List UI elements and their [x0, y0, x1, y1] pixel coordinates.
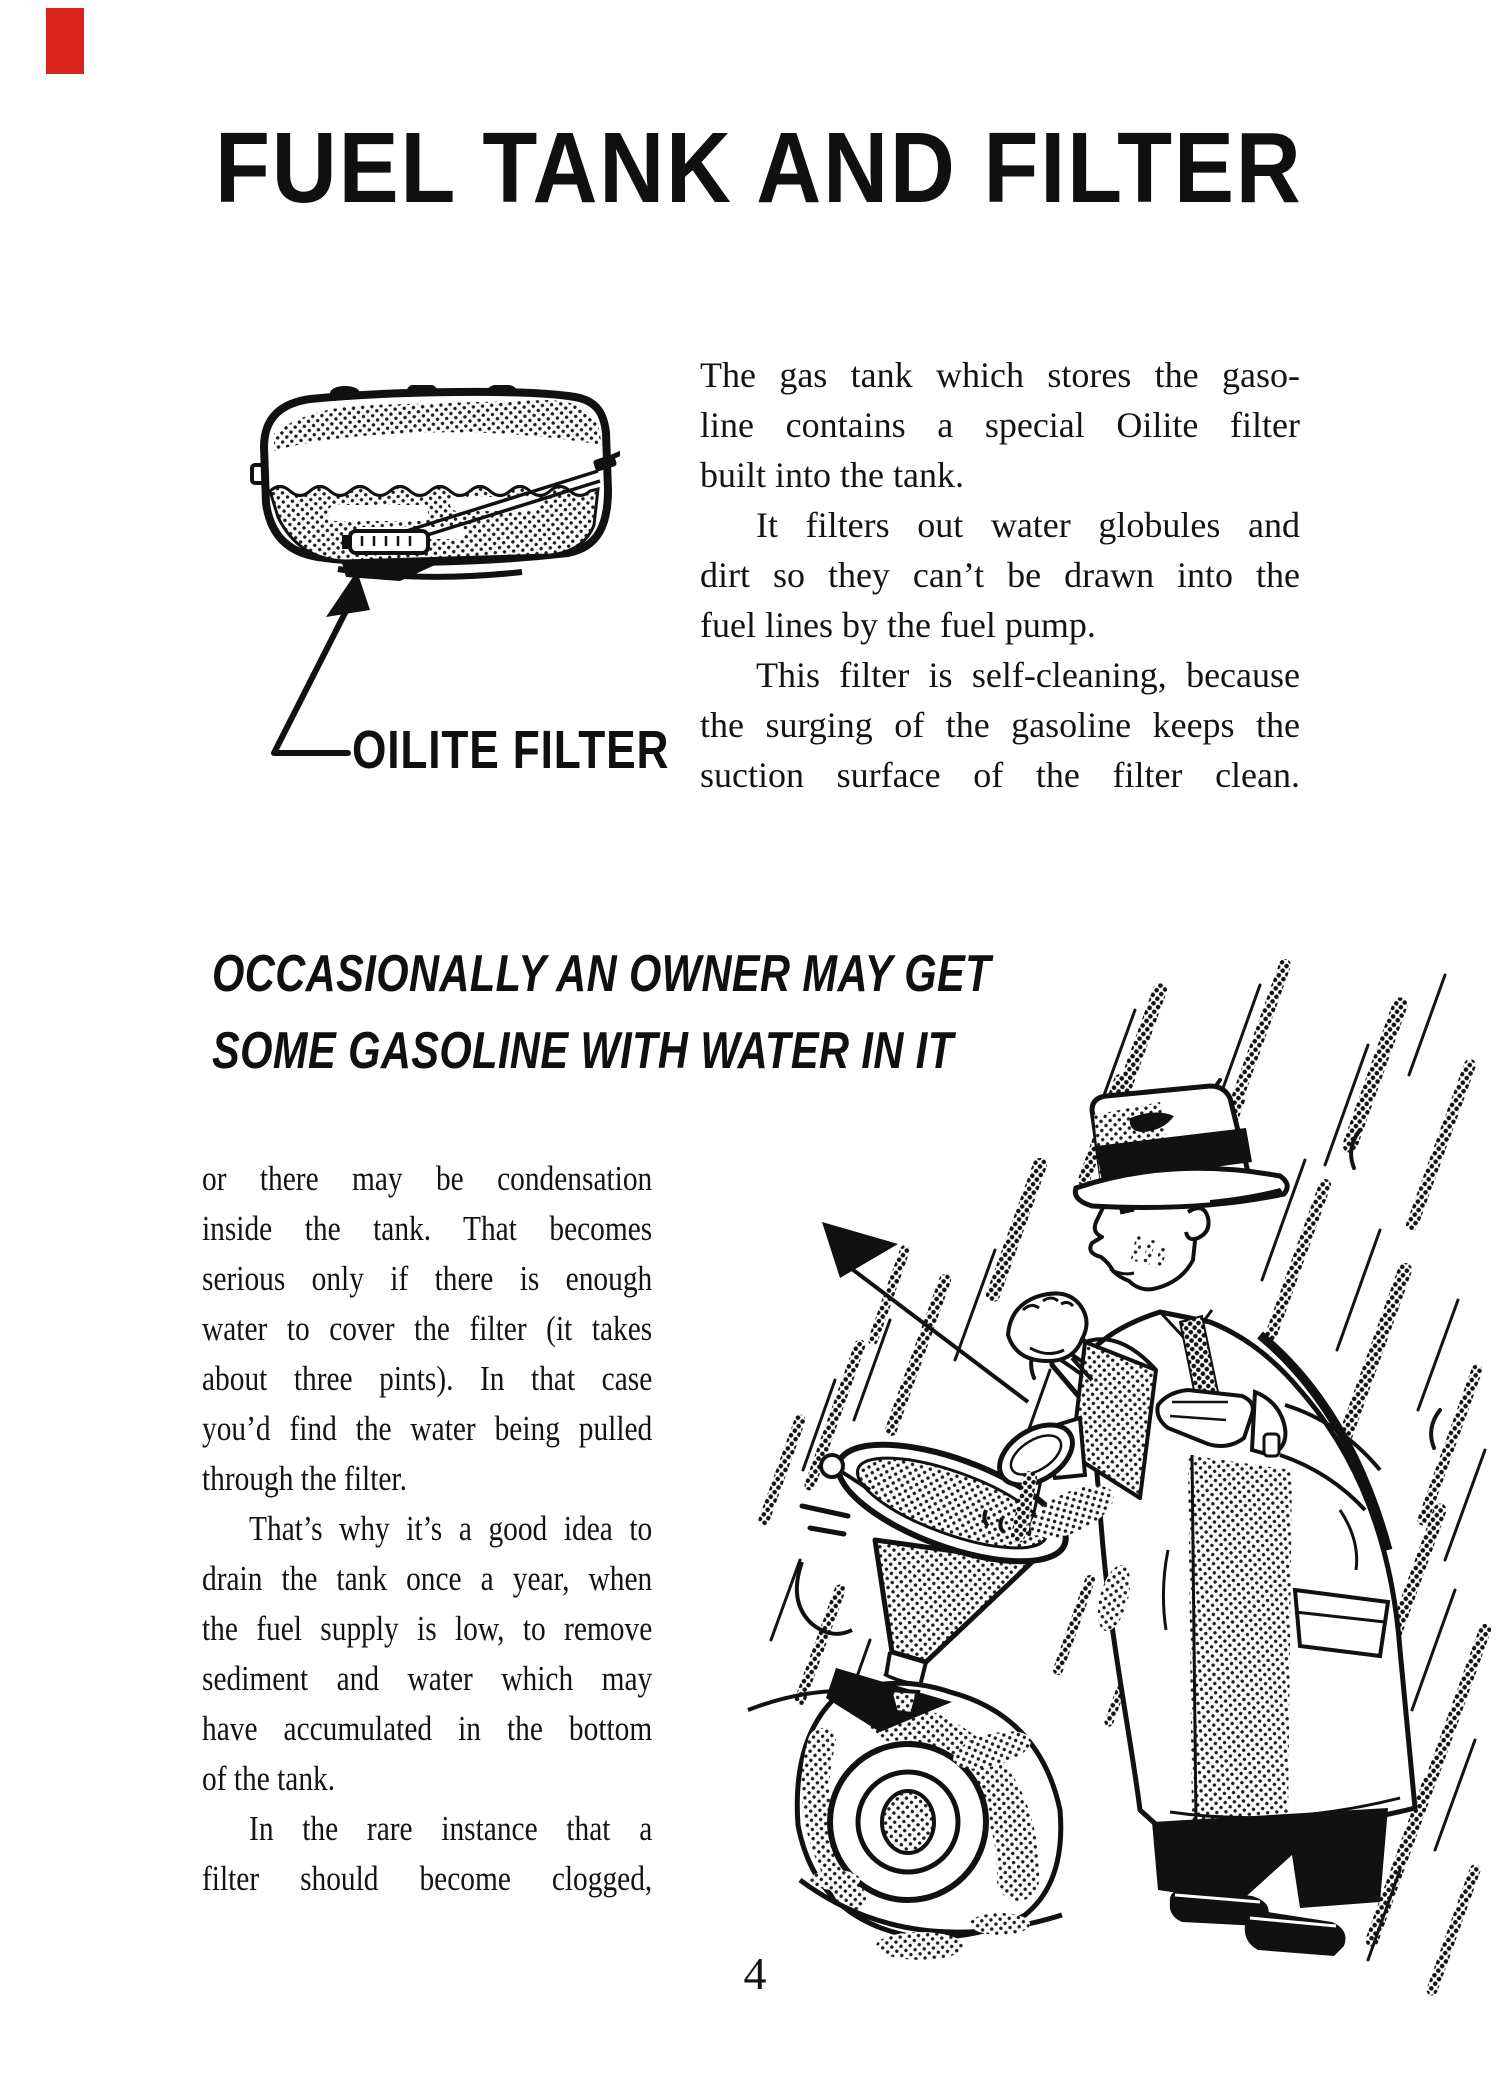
- text-line: built into the tank.: [700, 455, 964, 495]
- gas-tank-icon: [252, 385, 620, 581]
- text-line: dirt so they can’t be drawn into the: [700, 555, 1300, 595]
- diagram-label: OILITE FILTER: [352, 720, 670, 780]
- page-title: FUEL TANK AND FILTER: [215, 112, 1303, 224]
- fist: [1008, 1293, 1092, 1380]
- paragraph: [700, 650, 1300, 800]
- paragraph: [202, 1804, 652, 1904]
- rain-refueling-illustration: [740, 950, 1500, 2010]
- subheading-line: OCCASIONALLY AN OWNER MAY GET: [212, 945, 991, 1003]
- text-line: That’s why it’s a good idea to: [249, 1509, 653, 1548]
- text-line: It filters out water globules and: [756, 505, 1300, 545]
- text-line: water to cover the filter (it takes: [202, 1309, 653, 1348]
- intro-column: [700, 350, 1300, 800]
- text-line: of the tank.: [202, 1759, 336, 1798]
- text-line: have accumulated in the bottom: [202, 1709, 653, 1748]
- paragraph: [700, 350, 1300, 500]
- text-line: through the filter.: [202, 1459, 407, 1498]
- coat-pocket: [1295, 1590, 1388, 1656]
- text-line: sediment and water which may: [202, 1659, 653, 1698]
- text-line: drain the tank once a year, when: [202, 1559, 653, 1598]
- text-line: about three pints). In that case: [202, 1359, 653, 1398]
- text-line: the fuel supply is low, to remove: [202, 1609, 653, 1648]
- paragraph: [202, 1504, 652, 1804]
- text-line: The gas tank which stores the gaso-: [700, 355, 1300, 395]
- text-line: suction surface of the filter clean.: [700, 755, 1300, 795]
- subheading-line: SOME GASOLINE WITH WATER IN IT: [212, 1022, 954, 1080]
- page-number: 4: [743, 1948, 767, 1999]
- oilite-filter-unit: [342, 531, 428, 553]
- text-line: fuel lines by the fuel pump.: [700, 605, 1096, 645]
- text-line: This filter is self-cleaning, because: [756, 655, 1300, 695]
- text-line: or there may be condensation: [202, 1159, 653, 1198]
- fedora-hat-icon: [1075, 1086, 1287, 1208]
- chapter-edge-tab: [46, 8, 84, 74]
- body-column: [202, 1154, 652, 1904]
- paragraph: [202, 1154, 652, 1504]
- text-line: inside the tank. That becomes: [202, 1209, 653, 1248]
- car-fender: [748, 1683, 1062, 1960]
- text-line: serious only if there is enough: [202, 1259, 653, 1298]
- text-line: the surging of the gasoline keeps the: [700, 705, 1300, 745]
- text-line: line contains a special Oilite filter: [700, 405, 1300, 445]
- text-line: you’d find the water being pulled: [202, 1409, 653, 1448]
- text-line: In the rare instance that a: [249, 1809, 653, 1848]
- paragraph: [700, 500, 1300, 650]
- man-in-raincoat: [1050, 1086, 1415, 1956]
- text-line: filter should become clogged,: [202, 1859, 653, 1898]
